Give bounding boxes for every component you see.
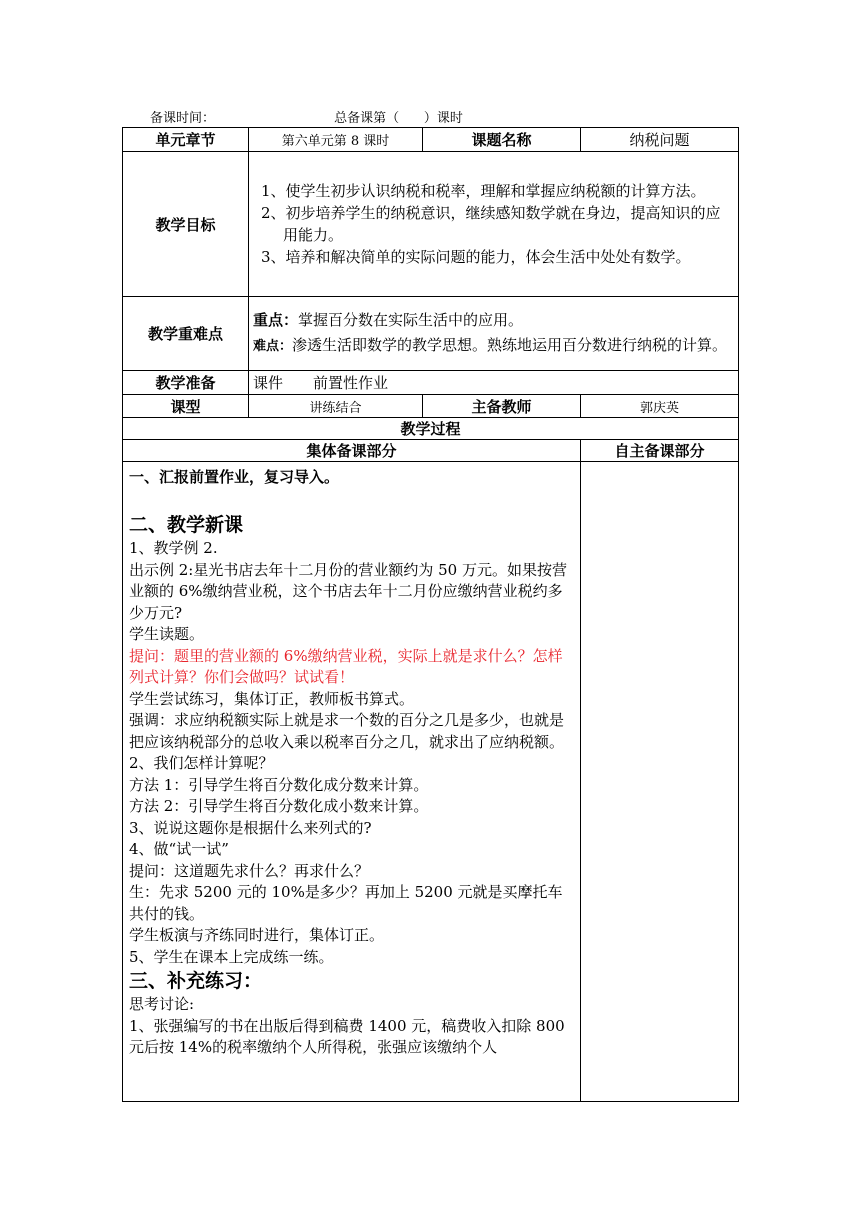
self-prep-header: 自主备课部分 bbox=[581, 440, 739, 462]
para-discussion: 思考讨论: bbox=[129, 995, 195, 1013]
para-basis: 3、说说这题你是根据什么来列式的? bbox=[129, 818, 372, 837]
unit-label: 单元章节 bbox=[123, 128, 249, 152]
teacher-label: 主备教师 bbox=[423, 395, 581, 418]
para-textbook: 5、学生在课本上完成练一练。 bbox=[129, 947, 334, 966]
para-read: 学生读题。 bbox=[129, 625, 205, 643]
row-process-headers bbox=[123, 440, 739, 462]
self-prep-content bbox=[581, 462, 739, 1102]
prep-content bbox=[249, 371, 739, 395]
para-emphasis: 强调：求应纳税额实际上就是求一个数的百分之几是多少，也就是把应该纳税部分的总收入乘以税率百分之几，就求出了应纳税额。 bbox=[129, 711, 565, 751]
row-process-body bbox=[123, 462, 739, 1102]
para-question: 提问：题里的营业额的 6%缴纳营业税，实际上就是求什么？怎样列式计算？你们会做吗？试试看！ bbox=[129, 646, 563, 686]
para-student-answer: 生：先求 5200 元的 10%是多少？再加上 5200 元就是买摩托车共付的钱。 bbox=[129, 883, 563, 923]
goal-item-2: 2、初步培养学生的纳税意识，继续感知数学就在身边，提高知识的应用能力。 bbox=[261, 204, 721, 244]
goal-item-1: 1、使学生初步认识纳税和税率，理解和掌握应纳税额的计算方法。 bbox=[261, 182, 706, 200]
page-header bbox=[150, 107, 463, 126]
para-method-2: 方法 2：引导学生将百分数化成小数来计算。 bbox=[129, 797, 429, 815]
prep-time-label: 备课时间： bbox=[150, 111, 216, 126]
difficulty-label: 难点： bbox=[253, 339, 293, 354]
para-practice: 学生尝试练习，集体订正，教师板书算式。 bbox=[129, 689, 415, 708]
topic-label: 课题名称 bbox=[423, 128, 581, 152]
goals-label: 教学目标 bbox=[123, 152, 249, 297]
row-key-points bbox=[123, 297, 739, 371]
para-example-text: 出示例 2:星光书店去年十二月份的营业额约为 50 万元。如果按营业额的 6%缴纳营业税，这个书店去年十二月份应缴纳营业税约多少万元? bbox=[129, 560, 567, 622]
group-prep-content bbox=[123, 462, 581, 1102]
goals-content bbox=[249, 152, 739, 297]
topic-value: 纳税问题 bbox=[581, 128, 739, 152]
unit-value: 第六单元第 8 课时 bbox=[249, 128, 423, 152]
total-lesson-label: 总备课第（ ）课时 bbox=[334, 111, 463, 126]
para-board: 学生板演与齐练同时进行，集体订正。 bbox=[129, 926, 385, 944]
para-method-1: 方法 1：引导学生将百分数化成分数来计算。 bbox=[129, 775, 429, 794]
difficulty-line bbox=[253, 334, 734, 358]
section-new-lesson: 二、教学新课 bbox=[129, 514, 244, 536]
row-type bbox=[123, 395, 739, 418]
para-question-2: 提问：这道题先求什么？再求什么？ bbox=[129, 861, 370, 880]
row-process-title bbox=[123, 418, 739, 440]
prep-item-courseware: 课件 bbox=[253, 374, 284, 392]
para-example: 1、教学例 2. bbox=[129, 539, 218, 557]
row-unit bbox=[123, 128, 739, 152]
para-try: 4、做“试一试” bbox=[129, 840, 229, 858]
prep-item-homework: 前置性作业 bbox=[313, 374, 389, 392]
key-points-content bbox=[249, 297, 739, 371]
teacher-value: 郭庆英 bbox=[581, 395, 739, 418]
difficulty-text: 渗透生活即数学的教学思想。熟练地运用百分数进行纳税的计算。 bbox=[292, 336, 728, 354]
para-how-calc: 2、我们怎样计算呢？ bbox=[129, 754, 274, 772]
type-label: 课型 bbox=[123, 395, 249, 418]
process-title: 教学过程 bbox=[123, 418, 739, 440]
goal-item-3: 3、培养和解决简单的实际问题的能力，体会生活中处处有数学。 bbox=[261, 248, 691, 266]
section-extra-practice: 三、补充练习： bbox=[129, 970, 263, 992]
focus-text: 掌握百分数在实际生活中的应用。 bbox=[298, 311, 524, 329]
spacer bbox=[129, 488, 574, 512]
section-review: 一、汇报前置作业，复习导入。 bbox=[129, 468, 340, 486]
prep-label: 教学准备 bbox=[123, 371, 249, 395]
para-exercise-1: 1、张强编写的书在出版后得到稿费 1400 元，稿费收入扣除 800 元后按 14%的税率缴纳个人所得税，张强应该缴纳个人 bbox=[129, 1016, 565, 1056]
group-prep-header: 集体备课部分 bbox=[123, 440, 581, 462]
focus-label: 重点： bbox=[253, 311, 299, 329]
type-value: 讲练结合 bbox=[249, 395, 423, 418]
key-points-label: 教学重难点 bbox=[123, 297, 249, 371]
row-prep bbox=[123, 371, 739, 395]
lesson-plan-table bbox=[122, 127, 739, 1102]
focus-line bbox=[253, 309, 734, 331]
row-goals bbox=[123, 152, 739, 297]
